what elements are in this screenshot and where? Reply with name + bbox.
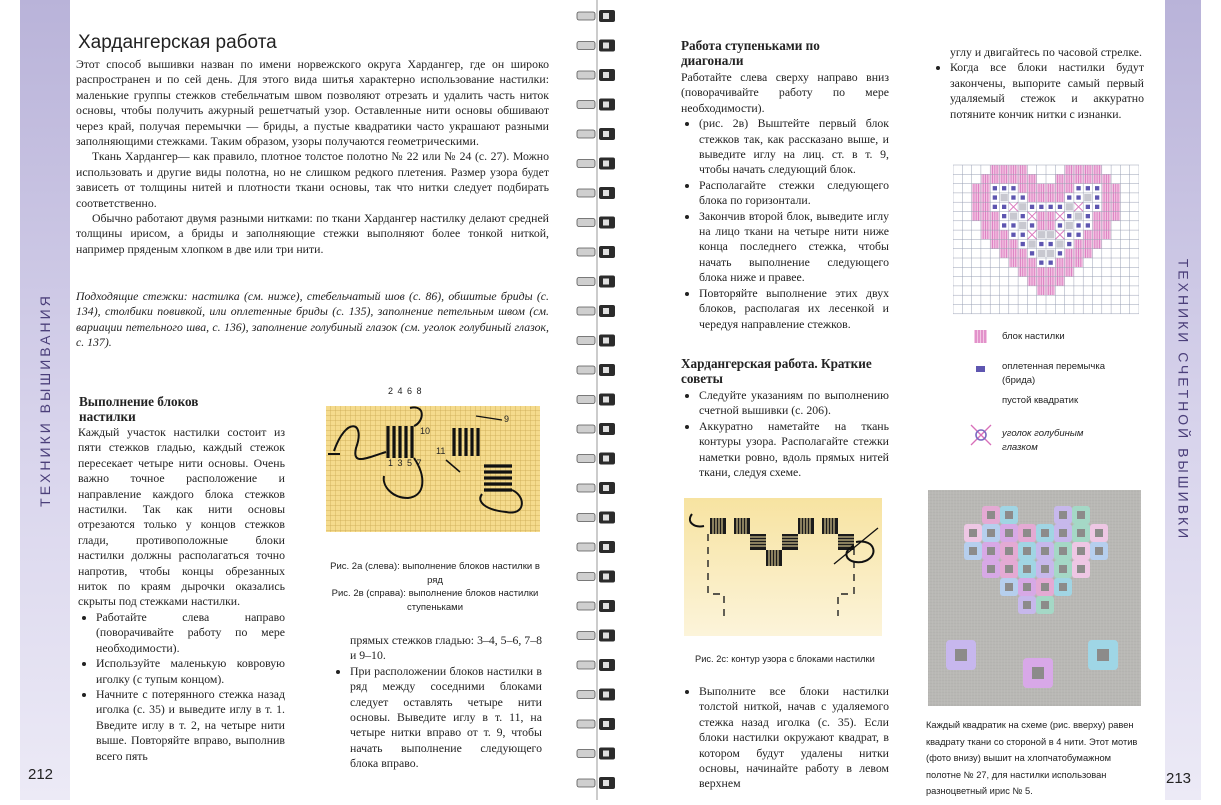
photo-caption: Каждый квадратик на схеме (рис. вверху) равен квадрату ткани со стороной в 4 нити. Этот мотив (фото внизу) вышит на хлопчатобумажном полотне № 27, для настилки использован разноцветный ирис № 5.	[926, 720, 1138, 796]
legend	[968, 328, 1148, 458]
figure-2c	[684, 498, 882, 636]
woven-bar-cell	[1086, 223, 1090, 227]
woven-bar-cell	[1002, 186, 1006, 190]
woven-bar-cell	[1076, 223, 1080, 227]
section2-title: Хардангерская работа. Краткие советы	[681, 356, 872, 386]
heart-chart	[953, 160, 1139, 315]
bottom-list	[681, 684, 889, 792]
intro-paragraph: Обычно работают двумя разными нитками: по ткани Хардангер настилку делают средней толщины ирисом, а бриды и заполняющие стежки выполняют более тонкой ниткой, например пряденым хлопком в две или три нити.	[76, 211, 549, 256]
section1-title: Работа ступеньками по диагонали	[681, 38, 820, 68]
spiral-ring	[577, 246, 615, 258]
woven-bar-cell	[1011, 223, 1015, 227]
spiral-ring	[577, 217, 615, 229]
empty-square-cell	[1066, 222, 1073, 229]
embroidery-photo-image	[928, 490, 1141, 706]
right-column-2	[932, 45, 1144, 122]
woven-bar-cell	[1021, 233, 1025, 237]
legend-label: блок настилки	[1002, 331, 1065, 342]
legend-label: уголок голубиным глазком	[1002, 428, 1084, 453]
woven-bar-cell	[1021, 214, 1025, 218]
woven-bar-cell	[1058, 251, 1062, 255]
left-side-band	[20, 0, 70, 800]
spiral-ring	[577, 482, 615, 494]
spiral-ring	[577, 748, 615, 760]
spiral-ring	[577, 541, 615, 553]
section-column-2	[332, 633, 542, 772]
woven-bar-cell	[1011, 233, 1015, 237]
empty-square-cell	[1084, 194, 1091, 201]
empty-square-cell	[1019, 222, 1026, 229]
spiral-ring	[577, 305, 615, 317]
woven-bar-cell	[1030, 205, 1034, 209]
woven-bar-cell	[993, 186, 997, 190]
figure-2c-caption: Рис. 2с: контур узора с блоками настилки	[695, 654, 875, 664]
spiral-ring	[577, 10, 615, 22]
spiral-ring	[577, 99, 615, 111]
col2-list	[932, 60, 1144, 122]
right-side-band	[1165, 0, 1201, 800]
spiral-ring	[577, 689, 615, 701]
section1-text: Работайте слева сверху направо вниз (поворачивайте работу по мере необходимости).	[681, 70, 889, 115]
spiral-ring	[577, 276, 615, 288]
list-item: • (рис. 2в) Выштейте первый блок стежков так, как рассказано выше, и выведите иглу на лиц. ст. в т. 9, чтобы начать следующий блок.	[699, 116, 889, 178]
section-column-1	[78, 425, 285, 764]
intro-text	[76, 57, 549, 257]
embroidery-photo	[928, 490, 1141, 706]
woven-bar-cell	[1011, 195, 1015, 199]
empty-square-cell	[1047, 231, 1054, 238]
woven-bar-cell	[1011, 186, 1015, 190]
bottom-bullet-wrap	[681, 684, 889, 792]
legend-icons	[968, 328, 992, 458]
spiral-ring	[577, 659, 615, 671]
figure-caption	[326, 560, 544, 614]
spiral-ring	[577, 69, 615, 81]
figure-2a-2b	[326, 386, 540, 534]
spiral-binding	[575, 0, 620, 800]
empty-square-cell	[1019, 203, 1026, 210]
spiral-ring	[577, 40, 615, 52]
spiral-ring	[577, 453, 615, 465]
woven-bar-cell	[1049, 242, 1053, 246]
satin-block-icon	[974, 330, 987, 343]
spiral-ring	[577, 394, 615, 406]
woven-bar-cell	[1030, 251, 1034, 255]
figure-caption-line: Рис. 2а (слева): выполнение блоков настилки в ряд	[330, 561, 540, 586]
list-item: • Повторяйте выполнение этих двух блоков, располагая их лесенкой и чередуя направление стежков.	[699, 286, 889, 332]
figure-label: 9	[504, 414, 510, 424]
empty-square-cell	[1075, 213, 1082, 220]
spiral-ring	[577, 423, 615, 435]
heart-grid-diagram	[953, 160, 1139, 315]
list-item: • Аккуратно наметайте на ткань контуры узора. Располагайте стежки наметки ровно, вдоль прямых нитей ткани, следуя схеме.	[699, 419, 889, 481]
woven-bar-cell	[1076, 186, 1080, 190]
spiral-ring	[577, 630, 615, 642]
woven-bar-cell	[1039, 242, 1043, 246]
figure-numbers-bottom: 1 3 5 7	[388, 458, 423, 468]
woven-bar-cell	[1095, 195, 1099, 199]
woven-bar-cell	[993, 195, 997, 199]
section2-list	[681, 388, 889, 480]
empty-square-cell	[1056, 240, 1063, 247]
list-item: • При расположении блоков настилки в ряд между соседними блоками следует оставлять четыре нити основы. Выведите иглу в т. 11, на четыре нитки вправо от т. 9, чтобы начать выполнение следующего блока вправо.	[350, 664, 542, 772]
right-page-number: 213	[1166, 770, 1192, 787]
continued-text: прямых стежков гладью: 3–4, 5–6, 7–8 и 9–10.	[350, 633, 542, 663]
figure-label: 11	[436, 446, 446, 456]
empty-square-cell	[1028, 240, 1035, 247]
pattern-outline-diagram	[684, 498, 882, 636]
woven-bar-cell	[1086, 205, 1090, 209]
embroidered-motif	[1023, 658, 1053, 688]
spiral-ring	[577, 158, 615, 170]
woven-bar-cell	[1002, 214, 1006, 218]
spiral-ring	[577, 128, 615, 140]
woven-bar-cell	[1058, 223, 1062, 227]
woven-bar-cell	[1067, 214, 1071, 218]
empty-square-cell	[1066, 203, 1073, 210]
legend-label: оплетенная перемычка (брида)	[1002, 361, 1105, 386]
spiral-ring	[577, 187, 615, 199]
spiral-ring	[577, 364, 615, 376]
woven-bar-cell	[1067, 242, 1071, 246]
spiral-ring	[577, 777, 615, 789]
woven-bar-cell	[1076, 195, 1080, 199]
section-title: Выполнение блоков настилки	[79, 394, 199, 424]
woven-bar-cell	[1002, 223, 1006, 227]
woven-bar-cell	[1095, 186, 1099, 190]
embroidered-motif	[1088, 640, 1118, 670]
empty-square-cell	[1001, 194, 1008, 201]
stitch-diagram	[326, 386, 540, 534]
intro-paragraph: Ткань Хардангер— как правило, плотное толстое полотно № 22 или № 24 (с. 27). Можно использовать и другие виды полотна, но не слишком редкого плетения. Размер узора будет зависеть от толщины нитей и плотности ткани основы, так что нитки следует подбирать соответственно.	[76, 149, 549, 210]
woven-bar-cell	[1021, 195, 1025, 199]
empty-square-cell	[1038, 250, 1045, 257]
woven-bar-cell	[1049, 205, 1053, 209]
spiral-rings	[575, 0, 620, 800]
woven-bar-cell	[1039, 205, 1043, 209]
steps-list-continued	[332, 664, 542, 772]
figure-label: 10	[420, 426, 431, 436]
woven-bar-cell	[1049, 261, 1053, 265]
figure-caption-line: Рис. 2в (справа): выполнение блоков настилки ступеньками	[331, 588, 539, 613]
legend-label: пустой квадратик	[1002, 395, 1079, 406]
intro-paragraph: Этот способ вышивки назван по имени норвежского округа Хардангер, где он широко распространен и по сей день. Для этого вида шитья характерно использование настилки: маленькие группы стежков стебельчатым швом позволяют отрезать и удалить часть ниток основы, чтобы получить ажурный решетчатый узор. Оставленные нити основы обшивают через край, получая перемычки — бриды, а пустые квадратики часто украшают разными заполняющими стежками. Таким образом, узоры получаются геометрическими.	[76, 57, 549, 149]
continued-text: углу и двигайтесь по часовой стрелке.	[950, 45, 1142, 59]
woven-bar-cell	[1086, 214, 1090, 218]
section-text: Каждый участок настилки состоит из пяти стежков гладью, каждый стежок пересекает четыре нити основы. Очень важно точное расположение и направление каждого блока стежков настилки. Так как нити основы отрезаются только у концов стежков глади, противоположные блоки настилки должны располагаться точно напротив, чтобы концы обрезанных ниток по краям дырочки оказались скрыты под стежками настилки.	[78, 425, 285, 609]
empty-square-cell	[1047, 250, 1054, 257]
list-item: • Когда все блоки настилки будут закончены, выпорите самый первый удаляемый стежок и аккуратно потяните кончик нитки с изнанки.	[950, 60, 1144, 122]
stitches-paragraph: Подходящие стежки: настилка (см. ниже), стебельчатый шов (с. 86), обшитые бриды (с. 134), столбики повивкой, или оплетенные бриды (с. 135), заполнение петельным швом (см. вариации петельного шва, с. 136), заполнение голубиный глазок (см. уголок голубиный глазок, с. 137).	[76, 289, 549, 350]
left-page-number: 212	[28, 766, 54, 783]
woven-bar-cell	[1076, 233, 1080, 237]
list-item: • Используйте маленькую ковровую иголку (с тупым концом).	[96, 656, 285, 687]
woven-bar-cell	[1095, 205, 1099, 209]
woven-bar-cell	[1039, 261, 1043, 265]
woven-bar-cell	[1021, 242, 1025, 246]
spiral-ring	[577, 335, 615, 347]
section2-list-wrap	[681, 388, 889, 480]
empty-square-cell	[1010, 213, 1017, 220]
list-item: • Выполните все блоки настилки толстой ниткой, начав с удаляемого стежка назад иголка (с. 35). Если блоки настилки окружают квадрат, в котором будут удалены нитки основы, начинайте работу в левом верхнем	[699, 684, 889, 792]
list-item: • Начните с потерянного стежка назад иголка (с. 35) и выведите иглу в т. 1. Введите иглу в т. 2, на четыре нити выше. Повторяйте вправо, выполнив всего пять	[96, 687, 285, 764]
dove-eye-icon	[971, 425, 991, 445]
section1-list	[681, 116, 889, 332]
empty-square-cell	[1038, 231, 1045, 238]
woven-bar-cell	[1030, 223, 1034, 227]
woven-bar-cell	[1002, 205, 1006, 209]
right-column-1	[681, 70, 889, 332]
list-item: • Располагайте стежки следующего блока по горизонтали.	[699, 178, 889, 209]
woven-bar-cell	[1086, 186, 1090, 190]
figure-numbers-top: 2 4 6 8	[388, 386, 423, 396]
woven-bar-cell	[1067, 233, 1071, 237]
woven-bar-icon	[976, 366, 985, 372]
embroidered-motif	[946, 640, 976, 670]
spiral-ring	[577, 512, 615, 524]
woven-bar-cell	[993, 205, 997, 209]
list-item: • Закончив второй блок, выведите иглу на лицо ткани на четыре нити ниже конца последнего стежка, чтобы начать выполнение следующего блока ниже и правее.	[699, 209, 889, 286]
list-item: • Работайте слева направо (поворачивайте работу по мере необходимости).	[96, 610, 285, 656]
steps-list	[78, 610, 285, 764]
page-title: Хардангерская работа	[78, 32, 277, 53]
woven-bar-cell	[1067, 195, 1071, 199]
spiral-ring	[577, 718, 615, 730]
woven-bar-cell	[1058, 205, 1062, 209]
right-side-label: ТЕХНИКИ СЧЕТНОЙ ВЫШИВКИ	[1175, 258, 1192, 542]
spiral-ring	[577, 600, 615, 612]
left-side-label: ТЕХНИКИ ВЫШИВАНИЯ	[37, 293, 54, 507]
list-item: • Следуйте указаниям по выполнению счетной вышивки (с. 206).	[699, 388, 889, 419]
spiral-ring	[577, 571, 615, 583]
